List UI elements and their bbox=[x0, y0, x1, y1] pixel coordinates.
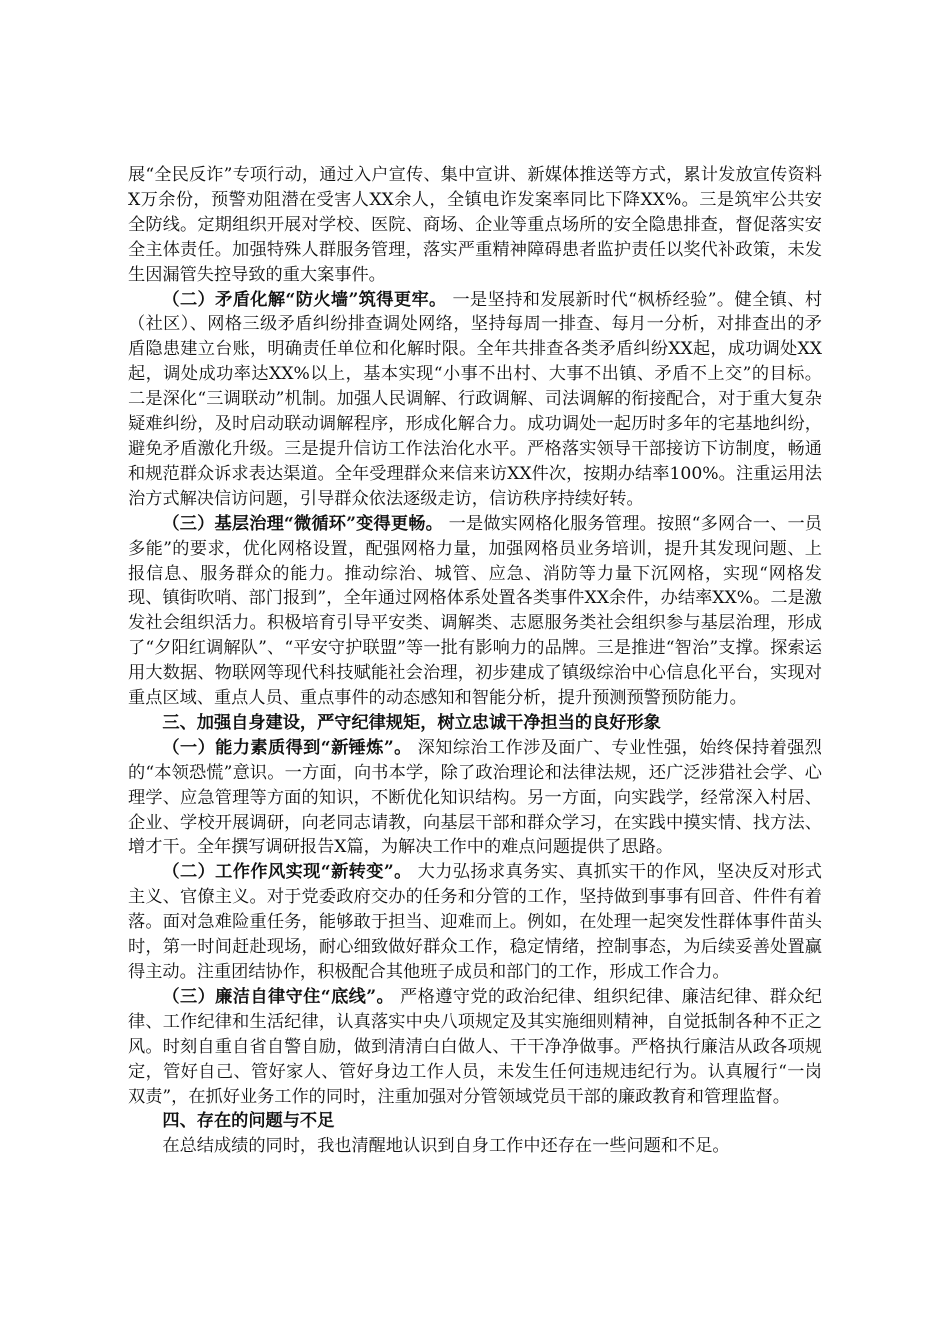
subheading-work-style: （二）工作作风实现“新转变”。 bbox=[162, 862, 412, 883]
subheading-ability: （一）能力素质得到“新锤炼”。 bbox=[162, 737, 412, 758]
paragraph-continuation: 展“全民反诈”专项行动，通过入户宣传、集中宣讲、新媒体推送等方式，累计发放宣传资料X万余份，预警劝阻潜在受害人XX余人，全镇电诈发案率同比下降XX%。三是筑牢公共安全防线。定期组织开展对学校、医院、商场、企业等重点场所的安全隐患排查，督促落实安全主体责任。加强特殊人群服务管理，落实严重精神障碍患者监护责任以奖代补政策，未发生因漏管失控导致的重大案事件。 bbox=[128, 165, 822, 285]
paragraph-work-style bbox=[128, 860, 822, 985]
paragraph-grassroots-governance bbox=[128, 512, 822, 711]
paragraph-ability-body: 深知综治工作涉及面广、专业性强，始终保持着强烈的“本领恐慌”意识。一方面，向书本学，除了政治理论和法律法规，还广泛涉猎社会学、心理学、应急管理等方面的知识，不断优化知识结构。另一方面，向实践学，经常深入村居、企业、学校开展调研，向老同志请教，向基层干部和群众学习，在实践中摸实情、找方法、增才干。全年撰写调研报告X篇，为解决工作中的难点问题提供了思路。 bbox=[128, 737, 822, 858]
paragraph-problems-intro: 在总结成绩的同时，我也清醒地认识到自身工作中还存在一些问题和不足。 bbox=[162, 1136, 730, 1157]
subheading-dispute-resolution: （二）矛盾化解“防火墙”筑得更牢。 bbox=[162, 289, 447, 310]
subheading-grassroots-governance: （三）基层治理“微循环”变得更畅。 bbox=[162, 513, 443, 534]
section-three-title: 三、加强自身建设，严守纪律规矩，树立忠诚干净担当的良好形象 bbox=[162, 712, 661, 733]
paragraph-integrity bbox=[128, 985, 822, 1110]
paragraph-ability bbox=[128, 736, 822, 861]
paragraph-dispute-resolution bbox=[128, 288, 822, 512]
section-four-title: 四、存在的问题与不足 bbox=[162, 1111, 335, 1132]
paragraph-dispute-resolution-body: 一是坚持和发展新时代“枫桥经验”。健全镇、村（社区）、网格三级矛盾纠纷排查调处网络，坚持每周一排查、每月一分析，对排查出的矛盾隐患建立台账，明确责任单位和化解时限。全年共排查各类矛盾纠纷XX起，成功调处XX起，调处成功率达XX%以上，基本实现“小事不出村、大事不出镇、矛盾不上交”的目标。二是深化“三调联动”机制。加强人民调解、行政调解、司法调解的衔接配合，对于重大复杂疑难纠纷，及时启动联动调解程序，形成化解合力。成功调处一起历时多年的宅基地纠纷，避免矛盾激化升级。三是提升信访工作法治化水平。严格落实领导干部接访下访制度，畅通和规范群众诉求表达渠道。全年受理群众来信来访XX件次，按期办结率100%。注重运用法治方式解决信访问题，引导群众依法逐级走访，信访秩序持续好转。 bbox=[128, 289, 823, 509]
paragraph-integrity-body: 严格遵守党的政治纪律、组织纪律、廉洁纪律、群众纪律、工作纪律和生活纪律，认真落实中央八项规定及其实施细则精神，自觉抵制各种不正之风。时刻自重自省自警自励，做到清清白白做人、干干净净做事。严格执行廉洁从政各项规定，管好自己、管好家人、管好身边工作人员，未发生任何违规违纪行为。认真履行“一岗双责”，在抓好业务工作的同时，注重加强对分管领域党员干部的廉政教育和管理监督。 bbox=[128, 986, 822, 1107]
paragraph-work-style-body: 大力弘扬求真务实、真抓实干的作风，坚决反对形式主义、官僚主义。对于党委政府交办的任务和分管的工作，坚持做到事事有回音、件件有着落。面对急难险重任务，能够敢于担当、迎难而上。例如，在处理一起突发性群体事件苗头时，第一时间赶赴现场，耐心细致做好群众工作，稳定情绪，控制事态，为后续妥善处置赢得主动。注重团结协作，积极配合其他班子成员和部门的工作，形成工作合力。 bbox=[128, 862, 822, 982]
document-body bbox=[128, 163, 822, 1159]
paragraph-grassroots-governance-body: 一是做实网格化服务管理。按照“多网合一、一员多能”的要求，优化网格设置，配强网格力量，加强网格员业务培训，提升其发现问题、上报信息、服务群众的能力。推动综治、城管、应急、消防等力量下沉网格，实现“网格发现、镇街吹哨、部门报到”，全年通过网格体系处置各类事件XX余件，办结率XX%。二是激发社会组织活力。积极培育引导平安类、调解类、志愿服务类社会组织参与基层治理，形成了“夕阳红调解队”、“平安守护联盟”等一批有影响力的品牌。三是推进“智治”支撑。探索运用大数据、物联网等现代科技赋能社会治理，初步建成了镇级综治中心信息化平台，实现对重点区域、重点人员、重点事件的动态感知和智能分析，提升预测预警预防能力。 bbox=[128, 513, 822, 709]
subheading-integrity: （三）廉洁自律守住“底线”。 bbox=[162, 986, 395, 1007]
